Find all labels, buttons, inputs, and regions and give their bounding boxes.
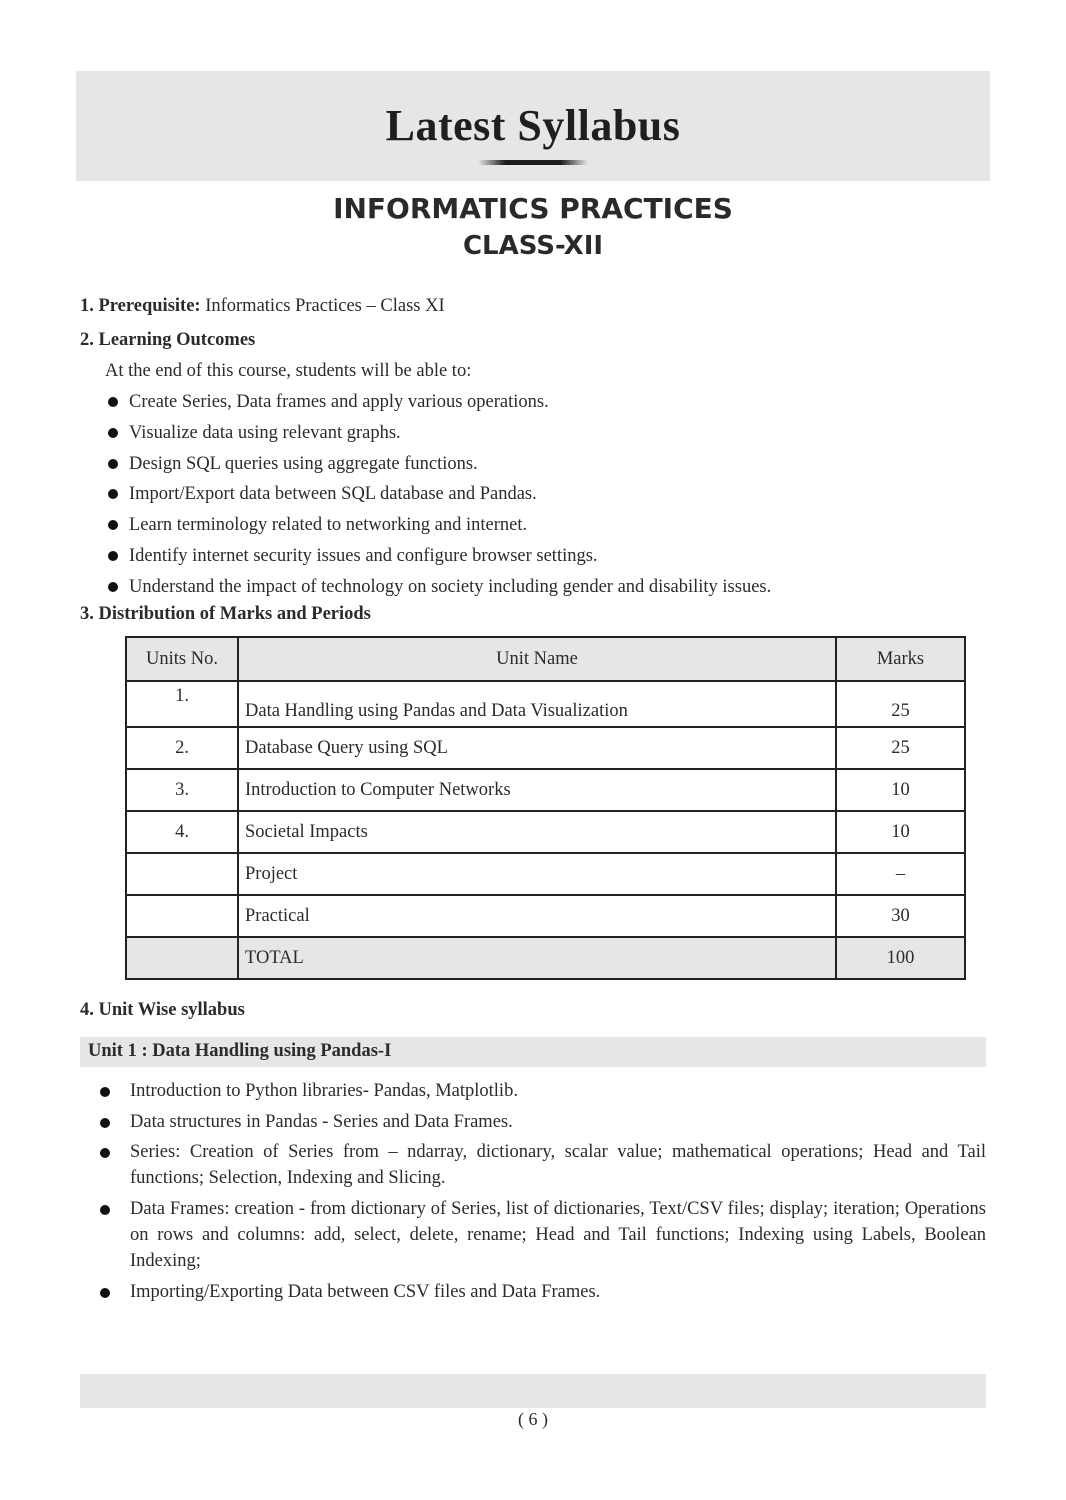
unit-name-cell: Introduction to Computer Networks [238, 769, 836, 811]
unit-no-cell: 2. [126, 727, 238, 769]
bullet-icon [100, 1118, 110, 1128]
column-header-units-no: Units No. [126, 637, 238, 681]
table-total-row [126, 937, 965, 979]
unit-no-cell: 4. [126, 811, 238, 853]
marks-cell: 25 [836, 727, 965, 769]
unit-no-cell: 1. [126, 681, 238, 727]
unit-name-cell: Societal Impacts [238, 811, 836, 853]
outcome-item: Understand the impact of technology on society including gender and disability issues. [129, 577, 772, 597]
unit-name-cell: Practical [238, 895, 836, 937]
unit1-item: Data Frames: creation - from dictionary of Series, list of dictionaries, Text/CSV files; display; iteration; Operations on rows and columns: add, select, delete, rename; Head and Tail functions; Indexing using Labels, Boolean Indexing; [130, 1199, 986, 1271]
table-row [126, 769, 965, 811]
unit-name-cell: TOTAL [238, 937, 836, 979]
bullet-icon [108, 551, 118, 561]
unit1-title: Unit 1 : Data Handling using Pandas-I [88, 1041, 392, 1061]
bullet-icon [100, 1087, 110, 1097]
outcome-item: Import/Export data between SQL database and Pandas. [129, 484, 537, 504]
prerequisite-text: Informatics Practices – Class XI [205, 296, 445, 316]
bullet-icon [108, 397, 118, 407]
marks-table [125, 636, 966, 980]
marks-cell: – [836, 853, 965, 895]
unit1-item: Series: Creation of Series from – ndarray, dictionary, scalar value; mathematical operations; Head and Tail functions; Selection, Indexing and Slicing. [130, 1142, 986, 1188]
distribution-heading: 3. Distribution of Marks and Periods [80, 604, 371, 624]
unit-no-cell [126, 937, 238, 979]
learning-outcomes-intro: At the end of this course, students will be able to: [105, 361, 472, 381]
marks-cell: 100 [836, 937, 965, 979]
prerequisite [80, 296, 445, 317]
unit1-title-bar [80, 1037, 986, 1067]
footer-bar [80, 1374, 986, 1408]
unit1-item: Introduction to Python libraries- Pandas, Matplotlib. [130, 1081, 518, 1101]
table-header-row [126, 637, 965, 681]
outcome-item: Create Series, Data frames and apply various operations. [129, 392, 549, 412]
title-underline [478, 160, 588, 165]
marks-cell: 30 [836, 895, 965, 937]
bullet-icon [108, 582, 118, 592]
table-row [126, 811, 965, 853]
prerequisite-label: 1. Prerequisite: [80, 296, 201, 316]
learning-outcomes-heading: 2. Learning Outcomes [80, 330, 256, 350]
table-row [126, 681, 965, 727]
unit-no-cell [126, 895, 238, 937]
page-number: ( 6 ) [518, 1409, 548, 1429]
bullet-icon [108, 520, 118, 530]
unit1-item: Importing/Exporting Data between CSV files and Data Frames. [130, 1282, 601, 1302]
outcome-item: Visualize data using relevant graphs. [129, 423, 401, 443]
bullet-icon [108, 428, 118, 438]
unit-name-cell: Database Query using SQL [238, 727, 836, 769]
unit-wise-heading: 4. Unit Wise syllabus [80, 1000, 245, 1020]
table-row [126, 853, 965, 895]
unit-no-cell [126, 853, 238, 895]
bullet-icon [100, 1288, 110, 1298]
marks-cell: 25 [836, 681, 965, 727]
bullet-icon [108, 489, 118, 499]
unit-name-cell: Project [238, 853, 836, 895]
unit-no-cell: 3. [126, 769, 238, 811]
subject-title: INFORMATICS PRACTICES [333, 192, 733, 225]
unit1-item: Data structures in Pandas - Series and Data Frames. [130, 1112, 513, 1132]
outcome-item: Design SQL queries using aggregate functions. [129, 454, 478, 474]
unit-name-cell: Data Handling using Pandas and Data Visualization [238, 681, 836, 727]
table-row [126, 727, 965, 769]
outcome-item: Learn terminology related to networking and internet. [129, 515, 528, 535]
class-title: CLASS-XII [462, 231, 604, 261]
marks-cell: 10 [836, 769, 965, 811]
outcome-item: Identify internet security issues and configure browser settings. [129, 546, 598, 566]
bullet-icon [108, 459, 118, 469]
bullet-icon [100, 1148, 110, 1158]
bullet-icon [100, 1205, 110, 1215]
column-header-marks: Marks [836, 637, 965, 681]
marks-cell: 10 [836, 811, 965, 853]
table-row [126, 895, 965, 937]
banner-title: Latest Syllabus [385, 101, 681, 150]
column-header-unit-name: Unit Name [238, 637, 836, 681]
